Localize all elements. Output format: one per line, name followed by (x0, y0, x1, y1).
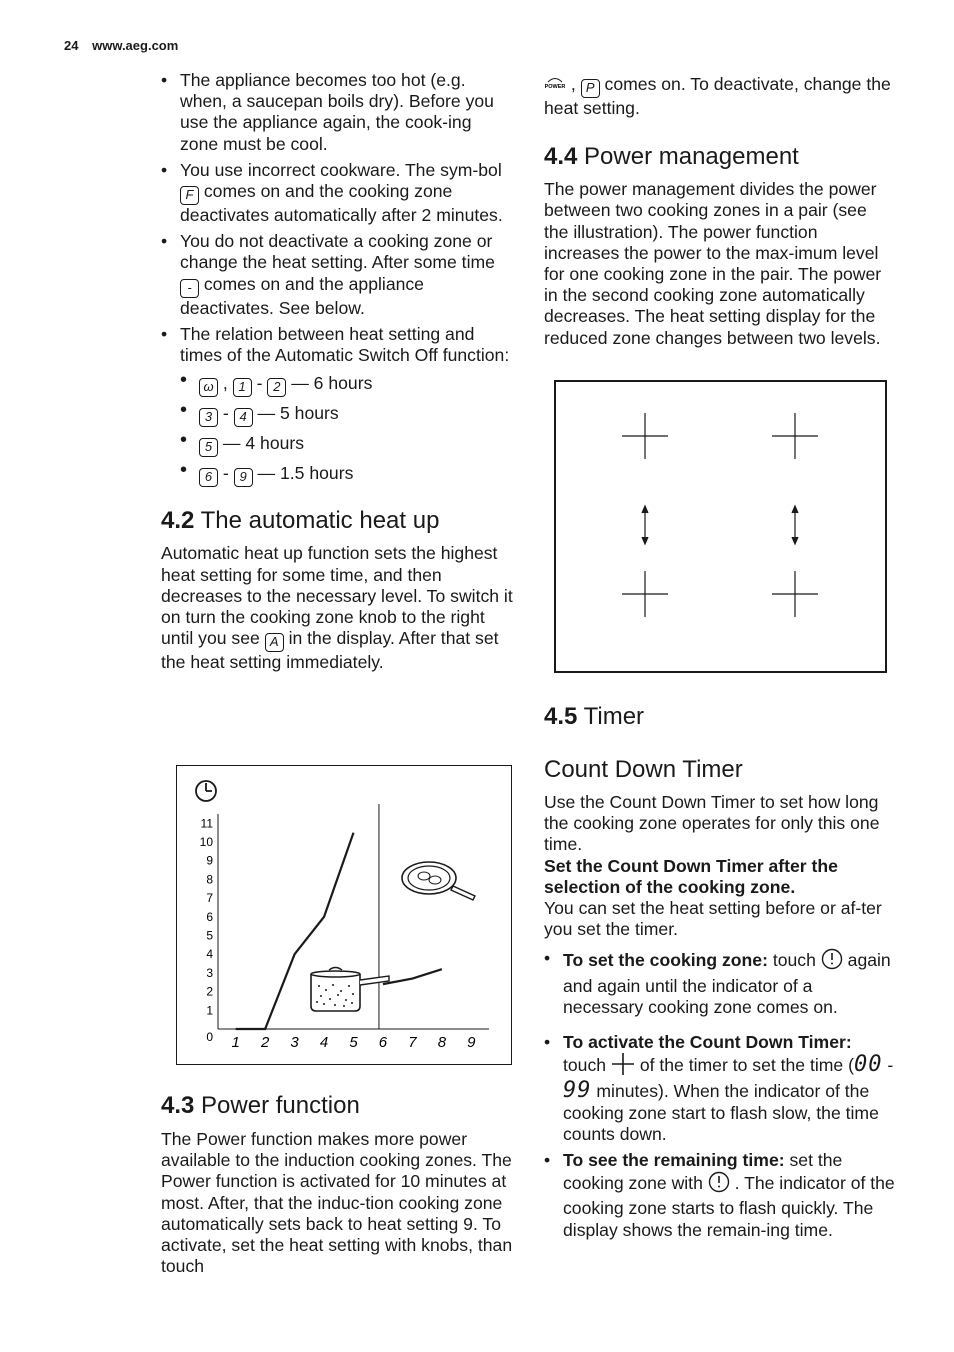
symbol-9: 9 (234, 468, 253, 487)
count-down-timer-heading: Count Down Timer (544, 756, 743, 783)
x-tick-label: 9 (467, 1034, 476, 1051)
page-number: 24 (64, 38, 79, 53)
symbol-dash: - (180, 279, 199, 298)
list-item: • To set the cooking zone: touch again and again until the indicator of a necessary cooking zone comes on. (544, 948, 896, 1018)
y-tick-label: 2 (206, 984, 213, 999)
list-item: • The relation between heat setting and times of the Automatic Switch Off function: • ω , 1 - 2 — 6 hours • 3 - 4 — 5 hours • 5 — 4 hours • 6 - 9 — 1.5 hours (161, 324, 513, 490)
symbol-3: 3 (199, 408, 218, 427)
section-heading-4-3: 4.3 Power function (161, 1092, 360, 1119)
symbol-2: 2 (267, 378, 286, 397)
time-max-display: 99 (563, 1078, 592, 1104)
x-tick-label: 2 (260, 1034, 270, 1051)
section-4-2-paragraph: Automatic heat up function sets the highest heat setting for some time, and then decreases to the necessary level. To switch it on turn the cooking zone knob to the right until you see A in the display. After that set the heat setting immediately. (161, 543, 513, 673)
pair-link-arrow (792, 506, 798, 544)
time-min-display: 00 (853, 1052, 883, 1078)
list-item: • 6 - 9 — 1.5 hours (180, 460, 513, 490)
x-tick-label: 4 (319, 1034, 329, 1051)
symbol-keepwarm: ω (199, 378, 218, 397)
page-header (64, 38, 178, 53)
switch-off-times-list (180, 370, 513, 489)
list-item: • You do not deactivate a cooking zone or change the heat setting. After some time - comes on and the appliance deactivates. See below. (161, 231, 513, 319)
power-management-diagram (554, 380, 887, 673)
y-tick-label: 3 (206, 965, 213, 980)
timer-intro: Use the Count Down Timer to set how long the cooking zone operates for only this one time. (544, 792, 880, 855)
cooking-zone-marker (622, 571, 668, 617)
timer-steps-list (544, 948, 896, 1240)
section-heading-4-2: 4.2 The automatic heat up (161, 507, 440, 535)
deactivation-reasons-list (161, 70, 513, 489)
y-tick-label: 8 (206, 872, 213, 887)
timer-note: You can set the heat setting before or af-ter you set the timer. (544, 898, 882, 940)
symbol-6: 6 (199, 468, 218, 487)
power-icon (544, 76, 566, 92)
y-tick-label: 11 (200, 816, 213, 831)
symbol-a: A (265, 633, 284, 652)
list-item: • To activate the Count Down Timer: touch of the timer to set the time (00 - 99 minutes). When the indicator of the cooking zone start to flash slow, the time counts down. (544, 1032, 896, 1145)
cooking-zone-marker (622, 413, 668, 459)
website-url[interactable]: www.aeg.com (92, 38, 179, 53)
list-item: • To see the remaining time: set the cooking zone with . The indicator of the cooking zone starts to flash quickly. The display shows the remain-ing time. (544, 1150, 896, 1241)
x-tick-label: 1 (231, 1034, 240, 1051)
symbol-p: P (581, 79, 600, 98)
frying-pan-icon (402, 862, 475, 900)
x-tick-label: 3 (290, 1034, 299, 1051)
timer-icon (708, 1171, 730, 1198)
hold-level-line (383, 969, 442, 984)
list-item: • 3 - 4 — 5 hours (180, 400, 513, 430)
timer-icon (821, 948, 843, 975)
cooking-zone-marker (772, 571, 818, 617)
left-column (161, 70, 513, 673)
section-heading-4-5: 4.5 Timer (544, 703, 645, 730)
cooking-zone-marker (772, 413, 818, 459)
pair-link-arrow (642, 506, 648, 544)
heat-up-chart-svg (177, 766, 511, 1064)
x-tick-label: 7 (408, 1034, 417, 1051)
symbol-5: 5 (199, 438, 218, 457)
symbol-1: 1 (233, 378, 252, 397)
saucepan-icon (311, 968, 389, 1012)
list-item: • ω , 1 - 2 — 6 hours (180, 370, 513, 400)
power-continuation: POWER , P comes on. To deactivate, change the heat setting. (544, 74, 891, 118)
list-item: • 5 — 4 hours (180, 430, 513, 460)
section-heading-4-4: 4.4 Power management (544, 143, 799, 171)
y-tick-label: 7 (206, 891, 213, 906)
list-item: • You use incorrect cookware. The sym-bol F comes on and the cooking zone deactivates automatically after 2 minutes. (161, 160, 513, 226)
left-column-lower (161, 1091, 513, 1277)
section-4-3-paragraph: The Power function makes more power available to the induction cooking zones. The Power function is activated for 10 minutes at most. After, that the induc-tion cooking zone automatically sets back to heat setting 9. To activate, set the heat setting with knobs, than touch (161, 1129, 513, 1277)
y-tick-label: 1 (206, 1003, 213, 1018)
plus-icon (611, 1053, 635, 1080)
section-4-4-paragraph: The power management divides the power between two cooking zones in a pair (see the illustration). The power function increases the power to the max-imum level for one cooking zone in the pair. The power in the second cooking zone automatically decreases. The heat setting display for the reduced zone changes between two levels. (544, 179, 882, 348)
y-tick-label: 6 (206, 909, 213, 924)
right-column-lower (544, 702, 896, 1246)
timer-bold-note: Set the Count Down Timer after the selection of the cooking zone. (544, 855, 838, 897)
x-tick-label: 5 (349, 1034, 358, 1051)
y-tick-label: 0 (206, 1030, 213, 1044)
heat-up-line (236, 833, 354, 1029)
y-tick-label: 9 (206, 853, 213, 868)
right-column (544, 74, 896, 349)
symbol-f: F (180, 186, 199, 205)
x-tick-label: 8 (437, 1034, 447, 1051)
x-tick-label: 6 (378, 1034, 388, 1051)
y-tick-label: 4 (206, 947, 213, 962)
svg-text:POWER: POWER (544, 84, 566, 90)
symbol-4: 4 (234, 408, 253, 427)
y-tick-label: 5 (206, 928, 213, 943)
heat-up-chart (176, 765, 512, 1065)
list-item: • The appliance becomes too hot (e.g. when, a saucepan boils dry). Before you use the appliance again, the cook-ing zone must be cool. (161, 70, 513, 155)
y-tick-label: 10 (199, 835, 213, 850)
clock-icon (196, 781, 216, 801)
